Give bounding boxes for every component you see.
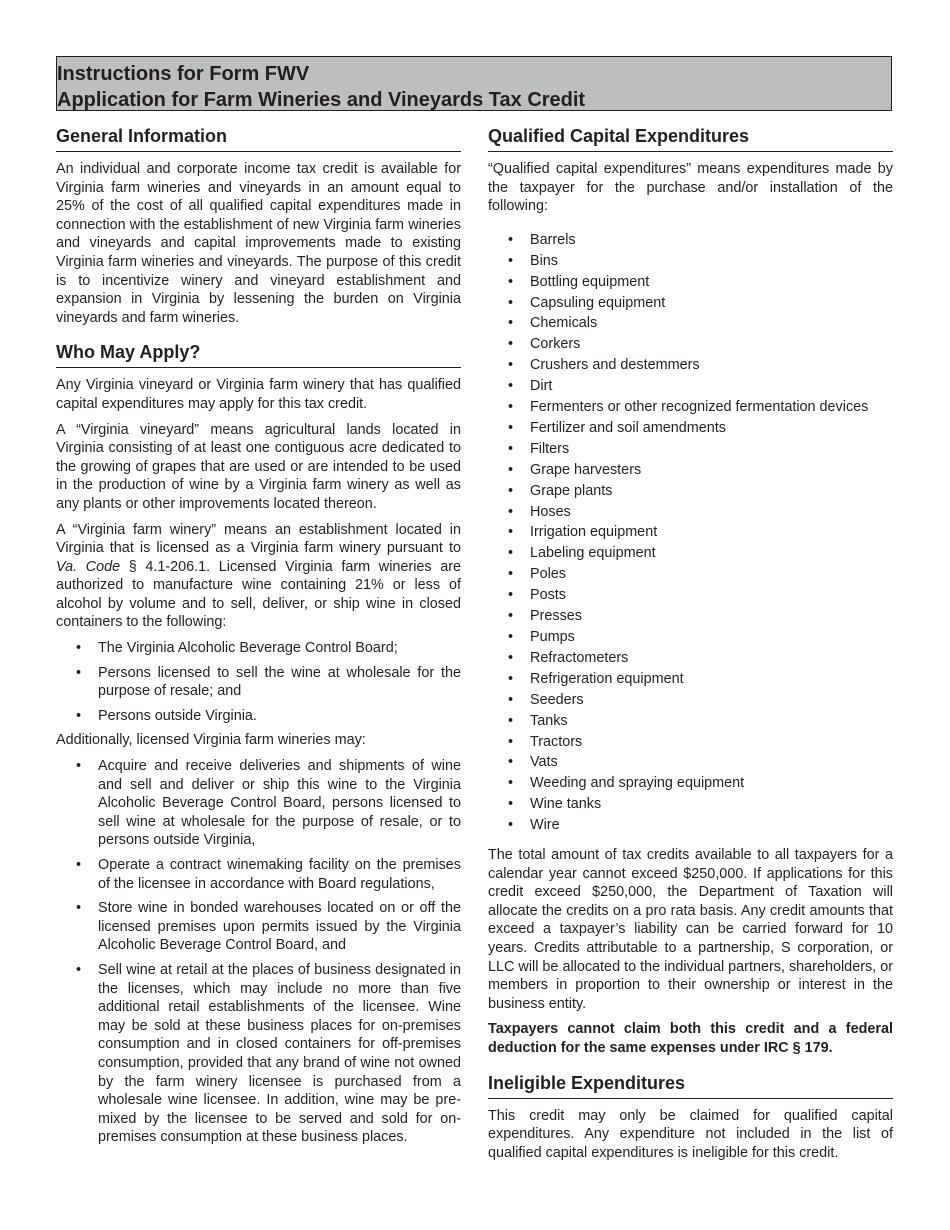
qce-list-item	[488, 376, 893, 397]
bullet-icon: •	[508, 775, 514, 792]
qce-list-item	[488, 481, 893, 502]
ineligible-expenditures-text: This credit may only be claimed for qualified capital expenditures. Any expenditure not included in the list of qualified capital expenditures is ineligible for this credit.	[488, 1107, 893, 1161]
general-information-heading: General Information	[56, 125, 461, 152]
bullet-icon: •	[508, 524, 514, 541]
form-subtitle: Application for Farm Wineries and Vineyards Tax Credit	[57, 89, 586, 111]
bullet-icon: •	[76, 707, 82, 724]
qce-list-item	[488, 397, 893, 418]
bullet-icon: •	[508, 754, 514, 771]
bullet-icon: •	[508, 461, 514, 478]
qce-list-item	[488, 794, 893, 815]
qce-list-item	[488, 773, 893, 794]
qce-list-item	[488, 460, 893, 481]
qce-item-text: Posts	[530, 587, 566, 604]
qce-item-text: Presses	[530, 608, 582, 625]
bullet-icon: •	[76, 758, 82, 775]
qce-item-text: Crushers and destemmers	[530, 357, 700, 374]
list-item	[56, 757, 461, 850]
qce-item-text: Barrels	[530, 231, 576, 248]
qce-item-text: Bins	[530, 252, 558, 269]
bullet-icon: •	[508, 231, 514, 248]
bullet-icon: •	[508, 419, 514, 436]
qce-list-item	[488, 585, 893, 606]
bullet-icon: •	[508, 399, 514, 416]
qce-item-text: Irrigation equipment	[530, 524, 658, 541]
additional-permissions-list	[56, 757, 461, 1147]
ineligible-expenditures-heading: Ineligible Expenditures	[488, 1072, 893, 1099]
bullet-icon: •	[508, 608, 514, 625]
qce-list-item	[488, 543, 893, 564]
qce-list-item	[488, 313, 893, 334]
qce-item-text: Seeders	[530, 691, 584, 708]
bullet-icon: •	[508, 315, 514, 332]
title-box	[56, 56, 892, 111]
bullet-icon: •	[508, 691, 514, 708]
list-item-text: Store wine in bonded warehouses located on or off the licensed premises upon permits issued by the Virginia Alcoholic Beverage Control Board, and	[98, 900, 461, 954]
list-item	[56, 639, 461, 658]
qce-item-text: Chemicals	[530, 315, 598, 332]
qce-item-text: Filters	[530, 440, 570, 457]
qce-list-item	[488, 815, 893, 836]
qce-list-item	[488, 230, 893, 251]
form-title: Instructions for Form FWV	[57, 63, 310, 85]
list-item-text: Acquire and receive deliveries and shipments of wine and sell and deliver or ship this wine to the Virginia Alcoholic Beverage Control Board, persons licensed to sell wine at wholesale for the purpose of resale, or to persons outside Virginia,	[98, 758, 461, 849]
list-item	[56, 707, 461, 726]
qce-list-item	[488, 439, 893, 460]
qce-item-text: Vats	[530, 754, 558, 771]
qce-list-item	[488, 293, 893, 314]
list-item-text: Sell wine at retail at the places of business designated in the licenses, which may include no more than five additional retail establishments of the licensee. Wine may be sold at these business places for on-premises consumption and in closed containers for off-premises consumption, provided that any brand of wine not owned by the farm winery licensee is purchased from a wholesale wine licensee. In addition, wine may be pre-mixed by the licensee to be served and sold for on-premises consumption at these business places.	[98, 961, 461, 1146]
qce-item-text: Poles	[530, 566, 566, 583]
who-may-apply-heading: Who May Apply?	[56, 341, 461, 368]
qce-list-item	[488, 627, 893, 648]
qce-item-text: Grape harvesters	[530, 461, 642, 478]
qce-item-text: Tractors	[530, 733, 583, 750]
qce-item-text: Wire	[530, 817, 560, 834]
virginia-vineyard-definition: A “Virginia vineyard” means agricultural lands located in Virginia consisting of at least one contiguous acre dedicated to the growing of grapes that are used or are intended to be used in the production of wine by a Virginia farm winery as well as any plants or other improvements located thereon.	[56, 421, 461, 512]
qce-list-item	[488, 711, 893, 732]
bullet-icon: •	[508, 294, 514, 311]
qce-item-text: Tanks	[530, 712, 568, 729]
bullet-icon: •	[76, 664, 82, 681]
bullet-icon: •	[508, 440, 514, 457]
qce-item-text: Labeling equipment	[530, 545, 656, 562]
qce-list-item	[488, 648, 893, 669]
qce-list-item	[488, 522, 893, 543]
qce-item-text: Hoses	[530, 503, 571, 520]
qce-list-item	[488, 251, 893, 272]
qce-list-item	[488, 564, 893, 585]
qce-intro: “Qualified capital expenditures” means expenditures made by the taxpayer for the purchase and/or installation of the following:	[488, 161, 893, 215]
farm-winery-text-a: A “Virginia farm winery” means an establishment located in Virginia that is licensed as a Virginia farm winery pursuant to	[56, 521, 461, 557]
bullet-icon: •	[508, 273, 514, 290]
qce-item-text: Bottling equipment	[530, 273, 650, 290]
general-information-text: An individual and corporate income tax credit is available for Virginia farm wineries and vineyards in an amount equal to 25% of the cost of all qualified capital expenditures made in connection with the establishment of new Virginia farm wineries and vineyards and capital improvements made to existing Virginia farm wineries and vineyards. The purpose of this credit is to incentivize winery and vineyard establishment and expansion in Virginia by lessening the burden on Virginia vineyards and farm wineries.	[56, 161, 461, 326]
qce-item-text: Capsuling equipment	[530, 294, 666, 311]
qce-item-text: Corkers	[530, 336, 581, 353]
list-item-text: The Virginia Alcoholic Beverage Control Board;	[98, 640, 398, 657]
qce-item-text: Grape plants	[530, 482, 613, 499]
qce-item-text: Pumps	[530, 629, 575, 645]
qce-list-item	[488, 732, 893, 753]
qualified-capital-expenditures-heading: Qualified Capital Expenditures	[488, 125, 893, 152]
qce-list-item	[488, 690, 893, 711]
qce-list-item	[488, 272, 893, 293]
list-item-text: Operate a contract winemaking facility on the premises of the licensee in accordance with Board regulations,	[98, 857, 461, 892]
bullet-icon: •	[508, 712, 514, 729]
bullet-icon: •	[508, 817, 514, 834]
additionally-paragraph: Additionally, licensed Virginia farm wineries may:	[56, 732, 366, 749]
virginia-farm-winery-definition	[56, 521, 461, 633]
irc-179-notice: Taxpayers cannot claim both this credit and a federal deduction for the same expenses under IRC § 179.	[488, 1021, 893, 1056]
bullet-icon: •	[508, 357, 514, 374]
qce-list-item	[488, 606, 893, 627]
bullet-icon: •	[76, 640, 82, 657]
bullet-icon: •	[508, 587, 514, 604]
bullet-icon: •	[76, 900, 82, 917]
bullet-icon: •	[508, 252, 514, 269]
left-column	[56, 125, 461, 1153]
qce-list-item	[488, 418, 893, 439]
qce-list-item	[488, 752, 893, 773]
who-may-apply-paragraph: Any Virginia vineyard or Virginia farm winery that has qualified capital expenditures may apply for this tax credit.	[56, 377, 461, 412]
bullet-icon: •	[508, 629, 514, 645]
qualified-expenditures-list	[488, 230, 893, 836]
bullet-icon: •	[76, 961, 82, 978]
bullet-icon: •	[508, 670, 514, 687]
qce-item-text: Weeding and spraying equipment	[530, 775, 745, 792]
bullet-icon: •	[508, 545, 514, 562]
list-item	[56, 961, 461, 1147]
bullet-icon: •	[508, 482, 514, 499]
list-item	[56, 856, 461, 893]
qce-list-item	[488, 502, 893, 523]
list-item	[56, 664, 461, 701]
qce-item-text: Dirt	[530, 378, 553, 395]
qce-item-text: Fertilizer and soil amendments	[530, 419, 726, 436]
bullet-icon: •	[508, 336, 514, 353]
qce-list-item	[488, 669, 893, 690]
qce-list-item	[488, 355, 893, 376]
bullet-icon: •	[76, 857, 82, 873]
sell-to-list	[56, 639, 461, 725]
list-item-text: Persons outside Virginia.	[98, 707, 257, 724]
list-item-text: Persons licensed to sell the wine at wholesale for the purpose of resale; and	[98, 664, 461, 700]
bullet-icon: •	[508, 649, 514, 666]
right-column	[488, 125, 893, 1169]
qce-item-text: Wine tanks	[530, 796, 602, 813]
qce-item-text: Fermenters or other recognized fermentation devices	[530, 399, 869, 416]
va-code-reference: Va. Code	[56, 558, 121, 575]
qce-item-text: Refrigeration equipment	[530, 670, 684, 687]
bullet-icon: •	[508, 503, 514, 520]
farm-winery-text-b: § 4.1-206.1. Licensed Virginia farm wineries are authorized to manufacture wine containing 21% or less of alcohol by volume and to sell, deliver, or ship wine in closed containers to the following:	[56, 558, 462, 631]
bullet-icon: •	[508, 566, 514, 583]
list-item	[56, 899, 461, 955]
bullet-icon: •	[508, 796, 514, 813]
qce-list-item	[488, 334, 893, 355]
bullet-icon: •	[508, 378, 514, 395]
bullet-icon: •	[508, 733, 514, 750]
total-credits-paragraph: The total amount of tax credits available to all taxpayers for a calendar year cannot exceed $250,000. If applications for this credit exceed $250,000, the Department of Taxation will allocate the credits on a pro rata basis. Any credit amounts that exceed a taxpayer’s liability can be carried forward for 10 years. Credits attributable to a partnership, S corporation, or LLC will be allocated to the individual partners, shareholders, or members in proportion to their ownership or interest in the business entity.	[488, 847, 893, 1012]
qce-item-text: Refractometers	[530, 649, 629, 666]
